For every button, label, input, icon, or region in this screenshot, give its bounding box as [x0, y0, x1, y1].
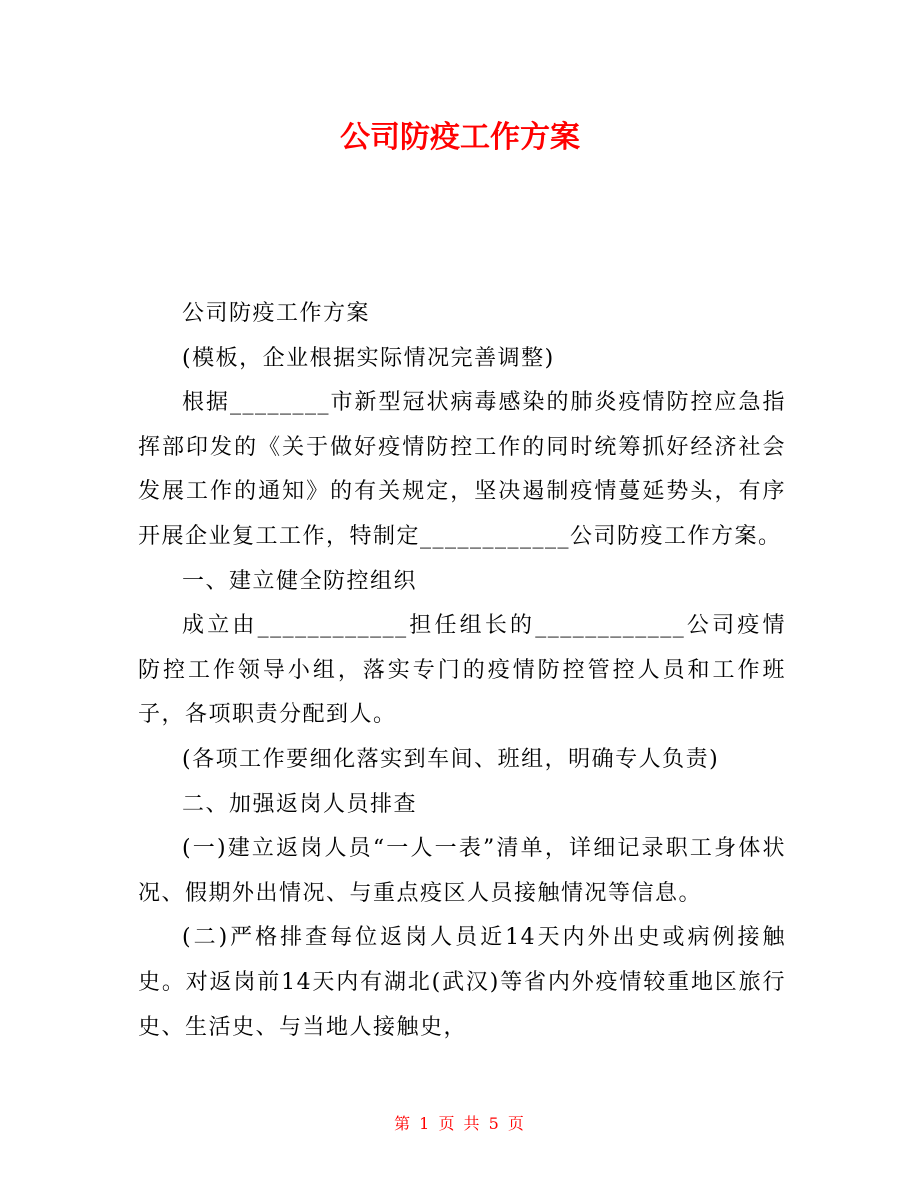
paragraph: 根据________市新型冠状病毒感染的肺炎疫情防控应急指挥部印发的《关于做好疫情防控工作的同时统筹抓好经济社会发展工作的通知》的有关规定，坚决遏制疫情蔓延势头，有序开展企业复工工作，特制定____________公司防疫工作方案。: [138, 390, 786, 549]
paragraph: 成立由____________担任组长的____________公司疫情防控工作领导小组，落实专门的疫情防控管控人员和工作班子，各项职责分配到人。: [138, 613, 786, 728]
paragraph: (一)建立返岗人员“一人一表”清单，详细记录职工身体状况、假期外出情况、与重点疫区人员接触情况等信息。: [138, 836, 786, 906]
paragraph: (各项工作要细化落实到车间、班组，明确专人负责): [182, 746, 720, 772]
paragraph: (模板，企业根据实际情况完善调整): [182, 345, 555, 371]
document-body: [138, 292, 786, 1050]
paragraph: (二)严格排查每位返岗人员近14天内外出史或病例接触史。对返岗前14天内有湖北(武汉)等省内外疫情较重地区旅行史、生活史、与当地人接触史，: [138, 925, 786, 1040]
page-title: 公司防疫工作方案: [340, 120, 580, 155]
page-footer: 第 1 页 共 5 页: [394, 1114, 526, 1133]
paragraph: 公司防疫工作方案: [182, 301, 371, 326]
section-heading: 一、建立健全防控组织: [182, 568, 418, 594]
section-heading: 二、加强返岗人员排查: [182, 791, 418, 817]
